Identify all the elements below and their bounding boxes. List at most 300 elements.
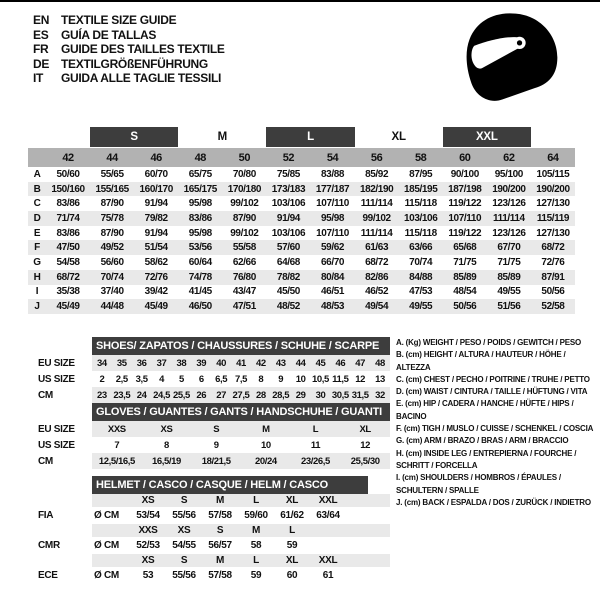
measurement-value: 99/102 (230, 227, 259, 239)
language-code: FR (33, 42, 49, 57)
language-title-list (33, 13, 225, 86)
helmet-standard-label: FIA (38, 510, 54, 521)
size-value: 9 (213, 439, 219, 451)
measurement-letter: A (33, 168, 41, 180)
measurement-value: 80/84 (321, 271, 345, 283)
measurement-row (28, 240, 575, 255)
measurement-value: 91/94 (276, 212, 300, 224)
helmet-size-value: 60 (286, 570, 298, 581)
measurement-value: 47/53 (409, 286, 433, 298)
size-group-xl: XL (391, 131, 406, 143)
size-value: 30,5 (330, 387, 350, 403)
measurement-row (28, 182, 575, 197)
size-value: 44 (291, 355, 311, 371)
helmet-size-label: XS (166, 524, 202, 537)
size-value: XL (340, 421, 390, 437)
measurement-value: 35/38 (56, 286, 80, 298)
helmet-size-row (28, 494, 390, 507)
size-number: 44 (106, 151, 118, 164)
helmet-size-value: 57/58 (208, 510, 232, 521)
measurement-value: 60/70 (144, 168, 168, 180)
size-value: XXS (92, 421, 142, 437)
measurement-value: 71/75 (453, 256, 477, 268)
measurement-value: 52/58 (541, 301, 565, 313)
row-label: US SIZE (38, 373, 75, 385)
helmet-size-label: M (238, 524, 274, 537)
measurement-value: 85/92 (365, 168, 389, 180)
helmet-size-label: XXL (310, 554, 346, 567)
measurement-value: 45/49 (144, 301, 168, 313)
language-row (33, 57, 225, 72)
measurement-value: 45/49 (56, 301, 80, 313)
size-value: 23,5 (112, 387, 132, 403)
helmet-size-value: 55/56 (172, 570, 196, 581)
measurement-value: 54/58 (56, 256, 80, 268)
size-value: 32 (370, 387, 390, 403)
measurement-row (28, 299, 575, 314)
measurement-value: 48/54 (453, 286, 477, 298)
measurement-value: 83/86 (188, 212, 212, 224)
guide-title: GUIDA ALLE TAGLIE TESSILI (61, 71, 222, 86)
measurement-value: 91/94 (144, 227, 168, 239)
size-group-row (28, 127, 575, 147)
helmet-value-row (28, 507, 390, 524)
size-value: 12 (360, 439, 371, 451)
size-value: 6,5 (215, 373, 228, 385)
measurement-value: 76/80 (232, 271, 256, 283)
size-value: 46 (330, 355, 350, 371)
helmet-size-label: XS (130, 554, 166, 567)
measurement-value: 65/68 (453, 242, 477, 254)
size-value: 8 (258, 373, 264, 385)
measurement-value: 83/88 (321, 168, 345, 180)
measurement-value: 103/106 (271, 198, 306, 210)
language-row (33, 13, 225, 28)
size-number: 58 (414, 151, 427, 164)
helmet-size-label: S (202, 524, 238, 537)
measurement-value: 66/70 (321, 256, 345, 268)
legend-item: D. (cm) WAIST / CINTURA / TAILLE / HÜFTUNG / VITA (396, 387, 588, 397)
measurement-value: 49/54 (365, 301, 389, 313)
measurement-value: 190/200 (492, 183, 526, 195)
row-label: EU SIZE (38, 423, 75, 435)
legend-item: E. (cm) HIP / CADERA / HANCHE / HÜFTE / HIPS / BACINO (396, 399, 574, 421)
measurement-value: 55/65 (100, 168, 124, 180)
helmet-size-value: 61 (322, 570, 334, 581)
size-value: 31,5 (350, 387, 370, 403)
size-value: 34 (92, 355, 112, 371)
measurement-value: 150/160 (51, 183, 85, 195)
row-label: US SIZE (38, 439, 75, 451)
helmet-unit-label: Ø CM (94, 540, 119, 551)
size-value: 7,5 (234, 373, 247, 385)
measurement-value: 79/82 (144, 212, 168, 224)
language-code: EN (33, 13, 50, 27)
helmet-size-row-spacer (28, 494, 92, 507)
racing-helmet-icon-svg (452, 8, 572, 106)
size-group-s: S (90, 127, 178, 147)
measurement-value: 170/180 (227, 183, 262, 195)
top-border-line (0, 0, 600, 2)
size-number: 64 (547, 151, 559, 164)
helmet-size-label: XS (130, 494, 166, 507)
legend-item: J. (cm) BACK / ESPALDA / DOS / ZURÜCK / INDIETRO (396, 497, 591, 507)
helmet-size-label: L (238, 554, 274, 567)
measurement-value: 91/94 (144, 198, 168, 210)
measurement-value: 84/88 (409, 271, 433, 283)
measurement-value: 47/50 (56, 242, 80, 254)
measurement-value: 49/52 (100, 242, 124, 254)
measurement-value: 68/72 (56, 271, 80, 283)
legend-item: H. (cm) INSIDE LEG / ENTREPIERNA / FOURCHE / SCHRITT / FORCELLA (396, 448, 577, 470)
measurement-row (28, 226, 575, 241)
size-value: M (241, 421, 291, 437)
shoes-section-header: SHOES/ ZAPATOS / CHAUSSURES / SCHUHE / SCARPE (92, 337, 390, 355)
helmet-size-value: 52/53 (136, 540, 160, 551)
guide-title: TEXTILGRÖßENFÜHRUNG (61, 56, 208, 71)
size-value: 40 (211, 355, 231, 371)
measurement-value: 46/52 (365, 286, 389, 298)
size-number: 46 (150, 151, 162, 164)
measurement-value: 50/60 (56, 168, 80, 180)
measurement-value: 44/48 (100, 301, 124, 313)
measurement-value: 160/170 (139, 183, 173, 195)
guide-title: GUIDE DES TAILLES TEXTILE (61, 42, 225, 57)
helmet-unit-spacer (92, 554, 130, 567)
measurement-value: 115/119 (536, 212, 570, 224)
measurement-value: 56/60 (100, 256, 124, 268)
size-value: 3,5 (135, 373, 148, 385)
size-value: 25,5/30 (340, 453, 390, 469)
size-value: 5 (178, 373, 184, 385)
measurement-value: 87/90 (100, 227, 124, 239)
measurement-value: 48/53 (321, 301, 345, 313)
helmet-size-label: S (166, 554, 202, 567)
measurement-value: 72/76 (541, 256, 565, 268)
measurement-value: 173/183 (271, 183, 306, 195)
size-value: 10 (295, 373, 306, 385)
measurement-value: 50/56 (541, 286, 565, 298)
size-value: 24,5 (152, 387, 172, 403)
helmet-size-table (28, 476, 390, 584)
size-value: 10 (260, 439, 271, 451)
measurement-value: 123/126 (492, 198, 526, 210)
helmet-size-label: L (238, 494, 274, 507)
helmet-size-value (310, 537, 346, 554)
size-value: L (291, 421, 341, 437)
size-value: 35 (112, 355, 132, 371)
measurement-value: 83/86 (56, 227, 80, 239)
size-value: 11 (310, 439, 321, 451)
gloves-size-table (28, 403, 390, 469)
size-group-l: L (266, 127, 354, 147)
helmet-size-row-spacer (28, 524, 92, 537)
measurement-value: 43/47 (232, 286, 256, 298)
gloves-row (28, 453, 390, 469)
size-value: 30 (311, 387, 331, 403)
helmet-size-row-filler (346, 554, 390, 567)
measurement-row (28, 255, 575, 270)
measurement-value: 187/198 (448, 183, 482, 195)
measurement-value: 70/80 (232, 168, 256, 180)
size-value: 18/21,5 (191, 453, 241, 469)
row-label: CM (38, 455, 53, 467)
shoes-row (28, 355, 390, 371)
measurement-value: 123/126 (492, 227, 526, 239)
measurement-letter: D (33, 212, 41, 224)
measurement-value: 57/60 (276, 242, 300, 254)
measurement-value: 46/51 (321, 286, 345, 298)
measurement-value: 95/98 (188, 198, 212, 210)
size-number: 56 (370, 151, 383, 164)
size-value: 4 (159, 373, 164, 385)
measurement-value: 37/40 (100, 286, 124, 298)
helmet-size-value: 56/57 (208, 540, 232, 551)
measurement-value: 127/130 (536, 198, 570, 210)
helmet-standard-label: CMR (38, 540, 60, 551)
helmet-size-label: S (166, 494, 202, 507)
helmet-size-value: 59 (250, 570, 262, 581)
size-value: 45 (311, 355, 331, 371)
measurement-letter: C (33, 198, 41, 210)
size-value: 10,5 (312, 373, 329, 385)
measurement-row (28, 211, 575, 226)
helmet-value-row (28, 567, 390, 584)
size-number-row (28, 148, 575, 167)
measurement-letter: I (35, 286, 39, 298)
size-number: 60 (459, 151, 471, 164)
helmet-size-value: 55/56 (172, 510, 196, 521)
size-value: 47 (350, 355, 370, 371)
helmet-size-value: 53/54 (136, 510, 160, 521)
gloves-row (28, 437, 390, 453)
measurement-value: 70/74 (100, 271, 124, 283)
size-value: 36 (132, 355, 152, 371)
measurement-letter: F (34, 242, 40, 254)
helmet-standard-label: ECE (38, 570, 58, 581)
measurement-value: 111/114 (493, 212, 525, 224)
helmet-section-header: HELMET / CASCO / CASQUE / HELM / CASCO (92, 476, 368, 494)
size-value: S (191, 421, 241, 437)
size-value: 20/24 (241, 453, 291, 469)
helmet-size-value: 59/60 (244, 510, 268, 521)
measurement-value: 74/78 (188, 271, 212, 283)
measurement-value: 65/75 (188, 168, 212, 180)
measurement-value: 72/76 (144, 271, 168, 283)
measurement-value: 95/98 (321, 212, 345, 224)
row-label: EU SIZE (38, 357, 75, 369)
measurement-letter: H (33, 271, 41, 283)
size-value: 12 (355, 373, 366, 385)
measurement-value: 58/62 (144, 256, 168, 268)
measurement-value: 111/114 (360, 227, 393, 239)
size-value: 26 (191, 387, 211, 403)
shoes-size-table (28, 337, 390, 403)
measurement-value: 95/98 (188, 227, 212, 239)
measurement-value: 70/74 (409, 256, 433, 268)
size-group-m: M (217, 131, 228, 143)
language-row (33, 42, 225, 57)
size-number: 50 (238, 151, 251, 164)
helmet-size-label: XXS (130, 524, 166, 537)
measurement-value: 49/55 (497, 286, 521, 298)
helmet-size-row-filler (346, 524, 390, 537)
measurement-value: 127/130 (536, 227, 570, 239)
measurement-row (28, 167, 575, 182)
helmet-unit-spacer (92, 524, 130, 537)
helmet-size-label: XL (274, 494, 310, 507)
measurement-value: 87/90 (100, 198, 124, 210)
measurement-value: 107/110 (448, 212, 482, 224)
helmet-value-row-filler (346, 507, 390, 524)
guide-title: TEXTILE SIZE GUIDE (61, 13, 177, 27)
measurement-value: 51/56 (497, 301, 521, 313)
size-value: 43 (271, 355, 291, 371)
size-group-spacer (531, 127, 575, 147)
guide-title: GUÍA DE TALLAS (61, 27, 157, 42)
helmet-value-row-filler (346, 567, 390, 584)
measurement-letter: B (33, 183, 41, 195)
size-value: 12,5/16,5 (92, 453, 142, 469)
size-value: 13 (375, 373, 385, 385)
measurement-letter: G (33, 256, 41, 268)
size-value: 42 (251, 355, 271, 371)
helmet-unit-label: Ø CM (94, 570, 119, 581)
measurement-value: 51/54 (144, 242, 168, 254)
size-number: 42 (62, 151, 74, 164)
helmet-size-value: 54/55 (172, 540, 196, 551)
helmet-size-row (28, 554, 390, 567)
measurement-value: 53/56 (188, 242, 212, 254)
language-code: IT (33, 71, 44, 86)
shoes-row (28, 371, 390, 387)
helmet-size-value: 61/62 (280, 510, 304, 521)
size-value: 2 (99, 373, 105, 385)
size-value: 39 (191, 355, 211, 371)
measurement-value: 177/187 (315, 183, 350, 195)
racing-helmet-icon (452, 8, 572, 106)
helmet-size-value: 63/64 (316, 510, 340, 521)
measurement-row (28, 270, 575, 285)
size-value: 23/26,5 (291, 453, 341, 469)
measurement-value: 68/72 (365, 256, 389, 268)
measurement-value: 55/58 (232, 242, 256, 254)
helmet-size-row-filler (346, 494, 390, 507)
measurement-value: 59/62 (321, 242, 345, 254)
measurement-value: 68/72 (541, 242, 565, 254)
measurement-value: 75/78 (100, 212, 124, 224)
helmet-value-row (28, 537, 390, 554)
measurement-row (28, 196, 575, 211)
measurement-value: 39/42 (144, 286, 168, 298)
measurement-value: 78/82 (276, 271, 300, 283)
size-value: 16,5/19 (142, 453, 192, 469)
legend-item: I. (cm) SHOULDERS / HOMBROS / ÉPAULES / SCHULTERN / SPALLE (396, 473, 561, 495)
measurement-value: 111/114 (360, 198, 393, 210)
size-number: 62 (503, 151, 515, 164)
helmet-size-value: 53 (142, 570, 154, 581)
size-value: 27,5 (231, 387, 251, 403)
size-value: 29 (291, 387, 311, 403)
legend-item: C. (cm) CHEST / PECHO / POITRINE / TRUHE / PETTO (396, 374, 590, 384)
measurement-value: 182/190 (359, 183, 394, 195)
helmet-size-value: 57/58 (208, 570, 232, 581)
size-number: 54 (326, 151, 339, 164)
measurement-value: 60/64 (188, 256, 212, 268)
measurement-value: 185/195 (404, 183, 438, 195)
helmet-size-value: 58 (250, 540, 262, 551)
size-value: 41 (231, 355, 251, 371)
measurement-value: 107/110 (316, 198, 349, 210)
helmet-value-row-filler (346, 537, 390, 554)
measurement-value: 71/74 (56, 212, 80, 224)
helmet-size-row-spacer (28, 554, 92, 567)
measurement-value: 107/110 (316, 227, 349, 239)
language-code: ES (33, 27, 49, 42)
size-value: 7 (114, 439, 120, 451)
size-value: XS (142, 421, 192, 437)
measurement-value: 49/55 (409, 301, 433, 313)
measurement-value: 119/122 (448, 198, 482, 210)
size-value: 37 (152, 355, 172, 371)
size-group-xxl: XXL (443, 127, 531, 147)
size-value: 6 (198, 373, 204, 385)
size-value: 9 (278, 373, 284, 385)
measurement-value: 61/63 (365, 242, 389, 254)
size-value: 48 (370, 355, 390, 371)
measurement-value: 50/56 (453, 301, 477, 313)
measurement-value: 47/51 (232, 301, 256, 313)
size-value: 23 (92, 387, 112, 403)
measurement-value: 45/50 (276, 286, 300, 298)
measurement-value: 63/66 (409, 242, 433, 254)
legend-item: F. (cm) TIGH / MUSLO / CUISSE / SCHENKEL / COSCIA (396, 424, 594, 434)
legend-item: A. (Kg) WEIGHT / PESO / POIDS / GEWITCH / PESO (396, 338, 582, 347)
measurement-value: 64/68 (276, 256, 300, 268)
size-number: 52 (282, 151, 295, 164)
measurement-row (28, 285, 575, 300)
helmet-size-label: L (274, 524, 310, 537)
measurement-value: 85/89 (453, 271, 477, 283)
measurement-value: 155/165 (95, 183, 129, 195)
size-value: 11,5 (332, 373, 349, 385)
measurement-value: 46/50 (188, 301, 212, 313)
size-number: 48 (194, 151, 206, 164)
gloves-section-header: GLOVES / GUANTES / GANTS / HANDSCHUHE / GUANTI (92, 403, 390, 421)
legend-item: B. (cm) HEIGHT / ALTURA / HAUTEUR / HÖHE / ALTEZZA (396, 350, 566, 372)
measurement-value: 62/66 (232, 256, 256, 268)
helmet-unit-label: Ø CM (94, 510, 119, 521)
size-corner-cell (28, 148, 46, 167)
helmet-size-label: XL (274, 554, 310, 567)
row-label: CM (38, 389, 53, 401)
shoes-row (28, 387, 390, 403)
measurement-legend (396, 337, 598, 509)
size-value: 28,5 (271, 387, 291, 403)
measurement-value: 165/175 (183, 183, 217, 195)
measurement-value: 95/100 (494, 168, 523, 180)
measurement-value: 48/52 (276, 301, 300, 313)
measurement-value: 190/200 (536, 183, 570, 195)
measurement-value: 75/85 (276, 168, 300, 180)
language-code: DE (33, 56, 50, 71)
measurement-letter: E (33, 227, 41, 239)
measurement-value: 83/86 (56, 198, 80, 210)
size-value: 28 (251, 387, 271, 403)
measurement-value: 82/86 (365, 271, 389, 283)
measurement-value: 67/70 (497, 242, 521, 254)
measurement-value: 71/75 (497, 256, 521, 268)
